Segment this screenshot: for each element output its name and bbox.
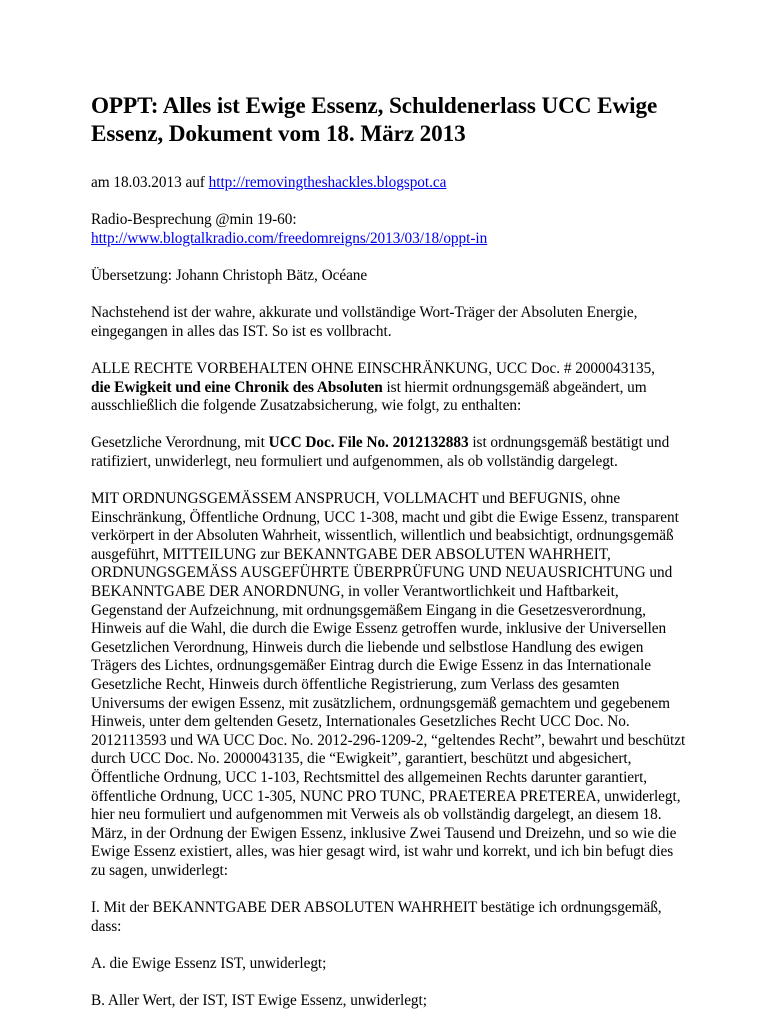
section-i: I. Mit der BEKANNTGABE DER ABSOLUTEN WAHRHEIT bestätige ich ordnungsgemäß, dass: xyxy=(91,899,662,935)
radio-block xyxy=(91,211,691,248)
radio-link[interactable]: http://www.blogtalkradio.com/freedomreigns/2013/03/18/oppt-in xyxy=(91,229,488,247)
main-paragraph: MIT ORDNUNGSGEMÄSSEM ANSPRUCH, VOLLMACHT und BEFUGNIS, ohne Einschränkung, Öffentliche Ordnung, UCC 1-308, macht und gibt die Ewige Essenz, transparent verkörpert in der Absoluten Wahrheit, wissentlich, willentlich und beabsichtigt, ordnungsgemäß ausgeführt, MITTEILUNG zur BEKANNTGABE DER ABSOLUTEN WAHRHEIT, ORDNUNGSGEMÄSS AUSGEFÜHRTE ÜBERPRÜFUNG UND NEUAUSRICHTUNG und BEKANNTGABE DER ANORDNUNG, in voller Verantwortlichkeit und Haftbarkeit, Gegenstand der Aufzeichnung, mit ordnungsgemäßem Eingang in die Gesetzesverordnung, Hinweis auf die Wahl, die durch die Ewige Essenz getroffen wurde, inklusive der Universellen Gesetzlichen Verordnung, Hinweis durch die liebende und selbstlose Handlung des ewigen Trägers des Lichtes, ordnungsgemäßer Eintrag durch die Ewige Essenz in das Internationale Gesetzliche Recht, Hinweis durch öffentliche Registrierung, zum Verlass des gesamten Universums der ewigen Essenz, mit zusätzlichem, ordnungsgemäß gemachtem und gegebenem Hinweis, unter dem geltenden Gesetz, Internationales Gesetzliches Recht UCC Doc. No. 2012113593 und WA UCC Doc. No. 2012-296-1209-2, “geltendes Recht”, bewahrt und beschützt durch UCC Doc. No. 2000043135, die “Ewigkeit”, garantiert, beschützt und abgesichert, Öffentliche Ordnung, UCC 1-103, Rechtsmittel des allgemeinen Rechts darunter garantiert, öffentliche Ordnung, UCC 1-305, NUNC PRO TUNC, PRAETEREA PRETEREA, unwiderlegt, hier neu formuliert und aufgenommen mit Verweis als ob vollständig dargelegt, an diesem 18. März, in der Ordnung der Ewigen Essenz, inklusive Zwei Tausend und Dreizehn, und so wie die Ewige Essenz existiert, alles, was hier gesagt wird, ist wahr und korrekt, und ich bin befugt dies zu sagen, unwiderlegt: xyxy=(91,490,686,879)
ordinance-continuation: ist ordnungsgemäß bestätigt und ratifiziert, unwiderlegt, neu formuliert und aufgenommen, als ob vollständig dargelegt. xyxy=(91,434,670,470)
item-b: B. Aller Wert, der IST, IST Ewige Essenz, unwiderlegt; xyxy=(91,992,427,1010)
rights-text: ALLE RECHTE VORBEHALTEN OHNE EINSCHRÄNKUNG, UCC Doc. # 2000043135, xyxy=(91,359,655,377)
translation-credit: Übersetzung: Johann Christoph Bätz, Océane xyxy=(91,266,368,284)
rights-bold-text: die Ewigkeit und eine Chronik des Absoluten xyxy=(91,378,383,396)
ordinance-bold-text: UCC Doc. File No. 2012132883 xyxy=(268,434,469,452)
source-line xyxy=(91,174,691,193)
document-title: OPPT: Alles ist Ewige Essenz, Schuldenerlass UCC Ewige Essenz, Dokument vom 18. März 2013 xyxy=(91,93,658,147)
item-a: A. die Ewige Essenz IST, unwiderlegt; xyxy=(91,954,327,972)
radio-label: Radio-Besprechung @min 19-60: xyxy=(91,211,297,229)
intro-paragraph: Nachstehend ist der wahre, akkurate und vollständige Wort-Träger der Absoluten Energie, eingegangen in alles das IST. So ist es vollbracht. xyxy=(91,304,638,340)
source-link[interactable]: http://removingtheshackles.blogspot.ca xyxy=(208,174,447,191)
ordinance-paragraph xyxy=(91,434,691,471)
rights-paragraph xyxy=(91,360,691,416)
document-page xyxy=(91,92,691,1029)
rights-continuation: ist hiermit ordnungsgemäß abgeändert, um ausschließlich die folgende Zusatzabsicherung, wie folgt, zu enthalten: xyxy=(91,378,647,415)
source-prefix: am 18.03.2013 auf xyxy=(91,174,209,191)
ordinance-text: Gesetzliche Verordnung, mit xyxy=(91,434,269,452)
